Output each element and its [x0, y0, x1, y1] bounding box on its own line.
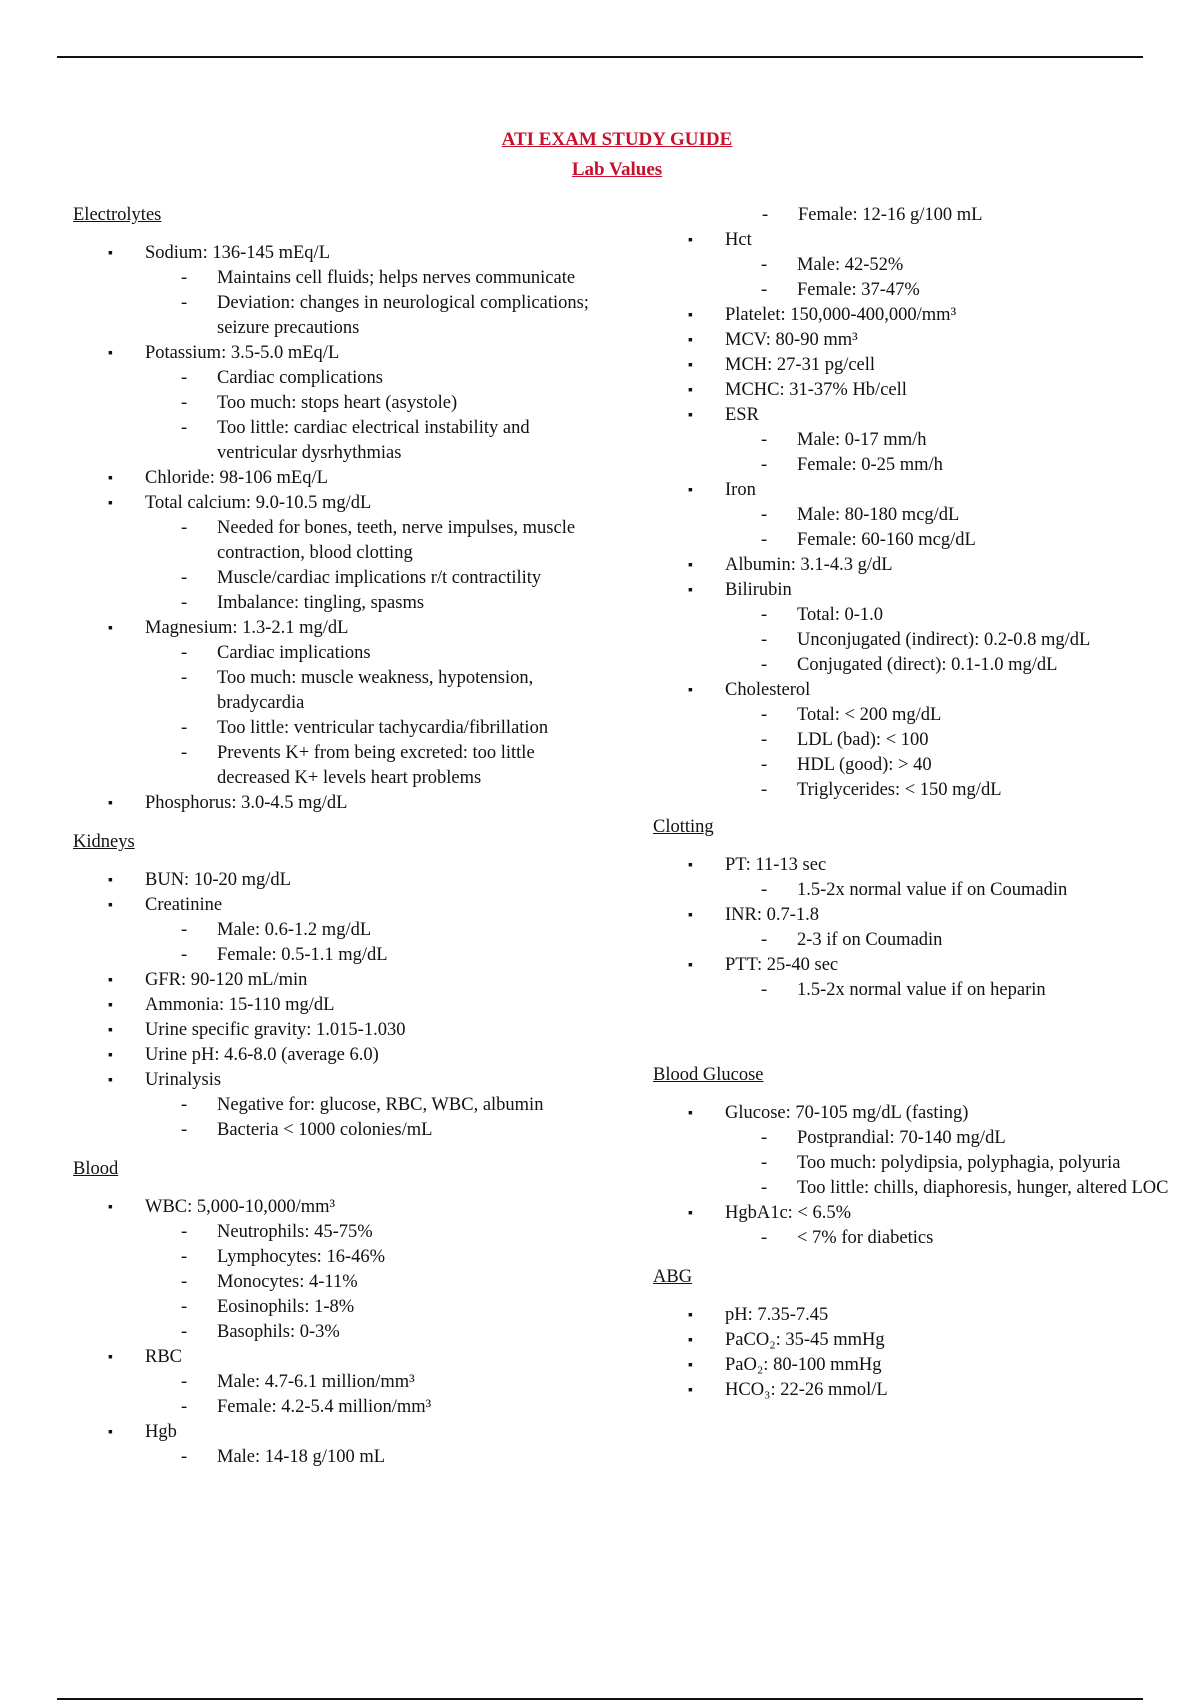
- list-item: [653, 403, 1183, 478]
- sub-item: - Female: 0-25 mm/h: [725, 453, 1183, 478]
- list-item: [73, 868, 593, 893]
- list-item: [653, 1378, 1183, 1403]
- sub-list: [725, 1226, 1183, 1251]
- item-text: MCH: 27-31 pg/cell: [725, 355, 876, 375]
- sub-item: - Too much: polydipsia, polyphagia, polyuria: [725, 1151, 1183, 1176]
- sub-item: - Eosinophils: 1-8%: [145, 1295, 593, 1320]
- item-text: WBC: 5,000-10,000/mm³: [145, 1197, 336, 1217]
- section-title: Clotting: [653, 817, 714, 837]
- sub-item: - Cardiac implications: [145, 641, 593, 666]
- section-title: Blood Glucose: [653, 1065, 764, 1085]
- sub-item: - Male: 0.6-1.2 mg/dL: [145, 918, 593, 943]
- sub-item: - Male: 0-17 mm/h: [725, 428, 1183, 453]
- page-title: ATI EXAM STUDY GUIDE: [501, 129, 733, 150]
- sub-item: - Deviation: changes in neurological complications; seizure precautions: [145, 291, 593, 341]
- sub-item: - Triglycerides: < 150 mg/dL: [725, 778, 1183, 803]
- sub-item: - Neutrophils: 45-75%: [145, 1220, 593, 1245]
- list-item: [653, 853, 1183, 903]
- section: [653, 815, 1183, 1003]
- list-item: [73, 1068, 593, 1143]
- item-list: [73, 1195, 593, 1470]
- sub-item: - < 7% for diabetics: [725, 1226, 1183, 1251]
- sub-list: [725, 1126, 1183, 1201]
- item-text: GFR: 90-120 mL/min: [145, 970, 308, 990]
- sub-item: - Needed for bones, teeth, nerve impulses, muscle contraction, blood clotting: [145, 516, 593, 566]
- list-item: [73, 616, 593, 791]
- item-text: Bilirubin: [725, 580, 792, 600]
- list-item: [73, 1345, 593, 1420]
- item-text: MCV: 80-90 mm³: [725, 330, 858, 350]
- section-title: Electrolytes: [73, 205, 162, 225]
- list-item: [73, 993, 593, 1018]
- sub-item: - Female: 12-16 g/100 mL: [653, 203, 1183, 228]
- item-text: Hct: [725, 230, 752, 250]
- item-text: Total calcium: 9.0-10.5 mg/dL: [145, 493, 372, 513]
- list-item: [73, 1043, 593, 1068]
- item-text: Iron: [725, 480, 756, 500]
- sub-item: - Monocytes: 4-11%: [145, 1270, 593, 1295]
- item-text: Cholesterol: [725, 680, 811, 700]
- item-text: Phosphorus: 3.0-4.5 mg/dL: [145, 793, 348, 813]
- sub-list: [725, 503, 1183, 553]
- list-item: [653, 328, 1183, 353]
- sub-item: - Too little: ventricular tachycardia/fibrillation: [145, 716, 593, 741]
- page-subtitle: Lab Values: [571, 159, 663, 180]
- section: [73, 203, 593, 816]
- item-list: [73, 868, 593, 1143]
- item-list: [653, 1101, 1183, 1251]
- item-text: Magnesium: 1.3-2.1 mg/dL: [145, 618, 349, 638]
- sub-item: - Prevents K+ from being excreted: too little decreased K+ levels heart problems: [145, 741, 593, 791]
- section-title: Blood: [73, 1159, 119, 1179]
- sub-item: - Unconjugated (indirect): 0.2-0.8 mg/dL: [725, 628, 1183, 653]
- sub-item: - Negative for: glucose, RBC, WBC, albumin: [145, 1093, 593, 1118]
- item-text: Urine specific gravity: 1.015-1.030: [145, 1020, 406, 1040]
- sub-item: - Male: 14-18 g/100 mL: [145, 1445, 593, 1470]
- section-title: Kidneys: [73, 832, 135, 852]
- sub-list: [725, 928, 1183, 953]
- item-text: INR: 0.7-1.8: [725, 905, 820, 925]
- item-text: Creatinine: [145, 895, 223, 915]
- list-item: [653, 303, 1183, 328]
- list-item: [73, 341, 593, 466]
- spacer: [653, 803, 1183, 815]
- list-item: [73, 968, 593, 993]
- item-text: MCHC: 31-37% Hb/cell: [725, 380, 907, 400]
- sub-list: [725, 703, 1183, 803]
- item-text: PTT: 25-40 sec: [725, 955, 839, 975]
- sub-item: - Cardiac complications: [145, 366, 593, 391]
- list-item: [73, 1195, 593, 1345]
- item-text: HCO₃: 22-26 mmol/L: [725, 1380, 888, 1400]
- sub-item: - 2-3 if on Coumadin: [725, 928, 1183, 953]
- list-item: [653, 1303, 1183, 1328]
- list-item: [73, 491, 593, 616]
- top-rule: [57, 56, 1143, 58]
- sub-list: [725, 978, 1183, 1003]
- list-item: [653, 378, 1183, 403]
- sub-list: [145, 1220, 593, 1345]
- sub-item: - Too much: stops heart (asystole): [145, 391, 593, 416]
- sub-item: - Bacteria < 1000 colonies/mL: [145, 1118, 593, 1143]
- sub-item: - Male: 4.7-6.1 million/mm³: [145, 1370, 593, 1395]
- sub-item: - Male: 80-180 mcg/dL: [725, 503, 1183, 528]
- sub-item: - Lymphocytes: 16-46%: [145, 1245, 593, 1270]
- sub-list: [145, 266, 593, 341]
- sub-list: [145, 641, 593, 791]
- item-text: Urinalysis: [145, 1070, 222, 1090]
- list-item: [653, 1328, 1183, 1353]
- sub-item: - Too little: chills, diaphoresis, hunger, altered LOC: [725, 1176, 1183, 1201]
- item-text: PaO₂: 80-100 mmHg: [725, 1355, 882, 1375]
- item-text: PT: 11-13 sec: [725, 855, 827, 875]
- item-list: [653, 228, 1183, 803]
- section: [653, 1063, 1183, 1251]
- list-item: [653, 353, 1183, 378]
- item-text: ESR: [725, 405, 759, 425]
- sub-list: [145, 1445, 593, 1470]
- list-item: [653, 953, 1183, 1003]
- item-text: Albumin: 3.1-4.3 g/dL: [725, 555, 893, 575]
- section: [73, 1157, 593, 1470]
- item-text: Chloride: 98-106 mEq/L: [145, 468, 328, 488]
- list-item: [653, 1201, 1183, 1251]
- item-text: Glucose: 70-105 mg/dL (fasting): [725, 1103, 969, 1123]
- item-text: Platelet: 150,000-400,000/mm³: [725, 305, 957, 325]
- list-item: [73, 893, 593, 968]
- sub-list: [725, 428, 1183, 478]
- sub-item: - Conjugated (direct): 0.1-1.0 mg/dL: [725, 653, 1183, 678]
- list-item: [73, 241, 593, 341]
- section-title: ABG: [653, 1267, 693, 1287]
- sub-item: - Female: 0.5-1.1 mg/dL: [145, 943, 593, 968]
- list-item: [73, 1420, 593, 1470]
- sub-item: - LDL (bad): < 100: [725, 728, 1183, 753]
- header: [0, 125, 1200, 185]
- sub-item: - Female: 60-160 mcg/dL: [725, 528, 1183, 553]
- sub-list: [653, 203, 1183, 228]
- item-text: RBC: [145, 1347, 183, 1367]
- sub-list: [725, 603, 1183, 678]
- item-text: Sodium: 136-145 mEq/L: [145, 243, 330, 263]
- item-text: Hgb: [145, 1422, 177, 1442]
- sub-list: [725, 253, 1183, 303]
- sub-item: - Female: 37-47%: [725, 278, 1183, 303]
- sub-item: - 1.5-2x normal value if on heparin: [725, 978, 1183, 1003]
- item-text: Ammonia: 15-110 mg/dL: [145, 995, 335, 1015]
- section: [73, 830, 593, 1143]
- item-list: [653, 1303, 1183, 1403]
- list-item: [73, 791, 593, 816]
- list-item: [653, 678, 1183, 803]
- item-text: PaCO₂: 35-45 mmHg: [725, 1330, 885, 1350]
- sub-list: [145, 366, 593, 466]
- item-text: BUN: 10-20 mg/dL: [145, 870, 291, 890]
- sub-item: - Muscle/cardiac implications r/t contractility: [145, 566, 593, 591]
- sub-item: - Too little: cardiac electrical instability and ventricular dysrhythmias: [145, 416, 593, 466]
- sub-list: [725, 878, 1183, 903]
- blood-continued: [653, 228, 1183, 803]
- list-item: [653, 1353, 1183, 1378]
- list-item: [653, 228, 1183, 303]
- sub-item: - Maintains cell fluids; helps nerves communicate: [145, 266, 593, 291]
- sub-list: [145, 918, 593, 968]
- sub-item: - 1.5-2x normal value if on Coumadin: [725, 878, 1183, 903]
- sub-item: - Female: 4.2-5.4 million/mm³: [145, 1395, 593, 1420]
- list-item: [73, 1018, 593, 1043]
- item-text: HgbA1c: < 6.5%: [725, 1203, 852, 1223]
- list-item: [653, 903, 1183, 953]
- list-item: [653, 553, 1183, 578]
- sub-list: [145, 1093, 593, 1143]
- right-column: [653, 203, 1183, 1403]
- sub-list: [145, 1370, 593, 1420]
- item-text: Urine pH: 4.6-8.0 (average 6.0): [145, 1045, 379, 1065]
- item-list: [653, 853, 1183, 1003]
- item-text: pH: 7.35-7.45: [725, 1305, 829, 1325]
- sub-item: - Postprandial: 70-140 mg/dL: [725, 1126, 1183, 1151]
- sub-list: [145, 516, 593, 616]
- list-item: [73, 466, 593, 491]
- list-item: [653, 1101, 1183, 1201]
- left-column: [73, 203, 593, 1470]
- item-text: Potassium: 3.5-5.0 mEq/L: [145, 343, 340, 363]
- item-list: [73, 241, 593, 816]
- sub-item: - Too much: muscle weakness, hypotension, bradycardia: [145, 666, 593, 716]
- sub-item: - Basophils: 0-3%: [145, 1320, 593, 1345]
- sub-item: - HDL (good): > 40: [725, 753, 1183, 778]
- list-item: [653, 578, 1183, 678]
- sub-item: - Total: < 200 mg/dL: [725, 703, 1183, 728]
- section: [653, 1265, 1183, 1403]
- list-item: [653, 478, 1183, 553]
- sub-item: - Male: 42-52%: [725, 253, 1183, 278]
- sub-item: - Total: 0-1.0: [725, 603, 1183, 628]
- sub-item: - Imbalance: tingling, spasms: [145, 591, 593, 616]
